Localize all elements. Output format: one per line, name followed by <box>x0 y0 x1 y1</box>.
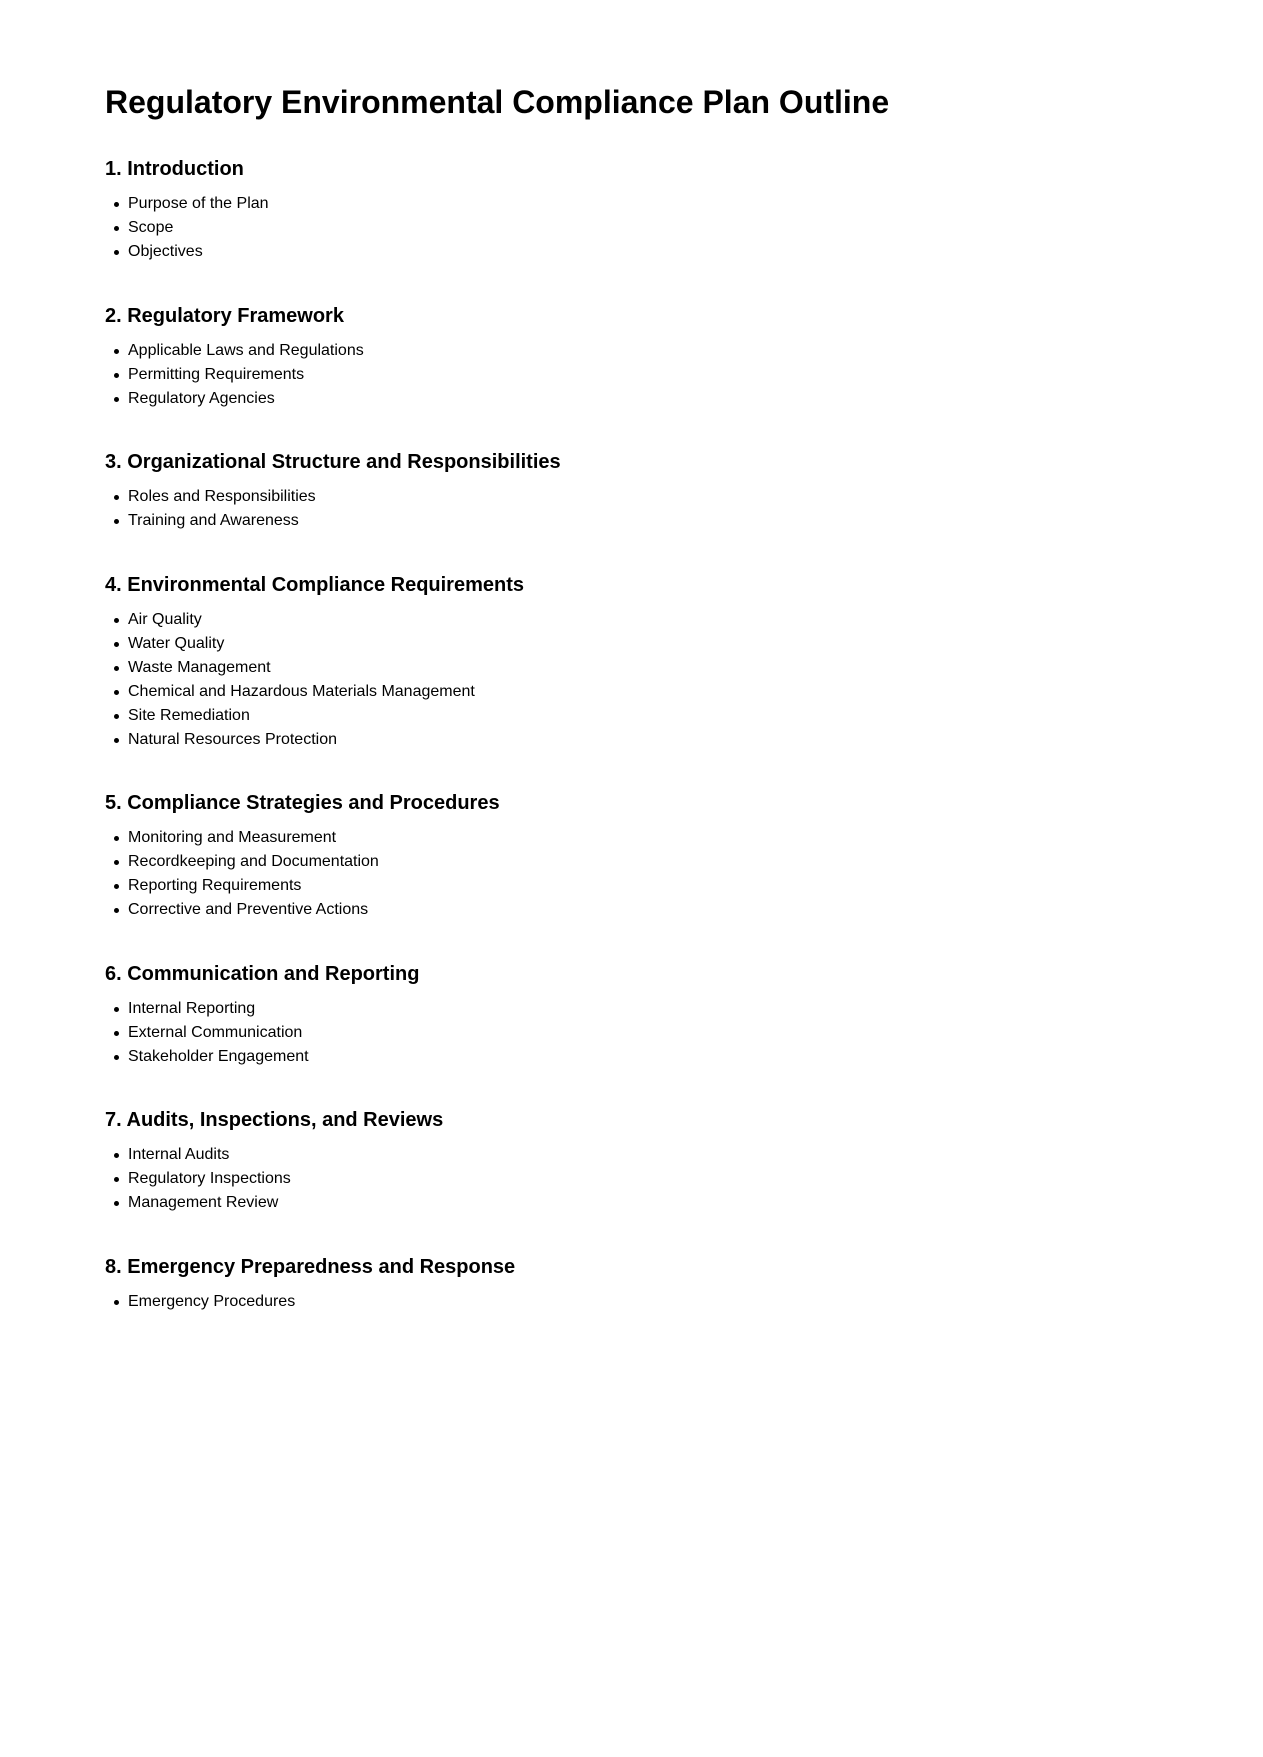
bullet-icon <box>114 666 119 671</box>
list-item <box>128 485 1263 509</box>
section-heading: 2. Regulatory Framework <box>105 304 344 327</box>
list-item-text: Regulatory Agencies <box>128 389 275 407</box>
list-item <box>128 1021 1263 1045</box>
list-item-text: Air Quality <box>128 610 202 628</box>
section-emergency-preparedness <box>105 1255 1263 1314</box>
list-item-text: Water Quality <box>128 634 225 652</box>
section-compliance-strategies <box>105 791 1263 922</box>
list-item <box>128 363 1263 387</box>
section-heading: 8. Emergency Preparedness and Response <box>105 1255 516 1278</box>
bullet-icon <box>114 884 119 889</box>
list-item <box>128 826 1263 850</box>
list-item <box>128 850 1263 874</box>
bullet-icon <box>114 349 119 354</box>
list-item <box>128 997 1263 1021</box>
list-item-text: Corrective and Preventive Actions <box>128 901 369 918</box>
section-list <box>105 826 1263 922</box>
list-item-text: Roles and Responsibilities <box>128 488 316 505</box>
bullet-icon <box>114 908 119 913</box>
list-item-text: Regulatory Inspections <box>128 1170 291 1187</box>
list-item <box>128 898 1263 922</box>
page-title: Regulatory Environmental Compliance Plan Outline <box>105 84 890 120</box>
section-list <box>105 485 1263 533</box>
list-item-text: Waste Management <box>128 658 271 676</box>
bullet-icon <box>114 1201 119 1206</box>
list-item <box>128 387 1263 411</box>
list-item-text: Stakeholder Engagement <box>128 1047 309 1065</box>
section-organizational-structure <box>105 450 1263 533</box>
list-item-text: Objectives <box>128 243 203 260</box>
list-item <box>128 192 1263 216</box>
bullet-icon <box>114 373 119 378</box>
bullet-icon <box>114 642 119 647</box>
bullet-icon <box>114 690 119 695</box>
list-item <box>128 240 1263 264</box>
section-audits-inspections <box>105 1108 1263 1215</box>
section-list <box>105 608 1263 752</box>
section-heading: 6. Communication and Reporting <box>105 962 420 985</box>
list-item <box>128 656 1263 680</box>
section-heading: 7. Audits, Inspections, and Reviews <box>105 1109 444 1131</box>
list-item-text: Management Review <box>128 1194 279 1211</box>
list-item <box>128 1045 1263 1069</box>
bullet-icon <box>114 1055 119 1060</box>
list-item <box>128 216 1263 240</box>
section-heading: 3. Organizational Structure and Responsibilities <box>105 451 561 473</box>
list-item <box>128 1167 1263 1191</box>
section-list <box>105 192 1263 264</box>
section-communication-reporting <box>105 962 1263 1069</box>
bullet-icon <box>114 860 119 865</box>
bullet-icon <box>114 618 119 623</box>
list-item <box>128 1143 1263 1167</box>
list-item-text: Internal Audits <box>128 1146 230 1163</box>
section-list <box>105 1143 1263 1215</box>
list-item-text: Monitoring and Measurement <box>128 829 337 846</box>
list-item-text: Recordkeeping and Documentation <box>128 853 379 870</box>
list-item <box>128 704 1263 728</box>
section-regulatory-framework <box>105 304 1263 411</box>
list-item <box>128 1191 1263 1215</box>
bullet-icon <box>114 1153 119 1158</box>
bullet-icon <box>114 1031 119 1036</box>
bullet-icon <box>114 250 119 255</box>
bullet-icon <box>114 226 119 231</box>
bullet-icon <box>114 1007 119 1012</box>
section-list <box>105 1290 1263 1314</box>
bullet-icon <box>114 397 119 402</box>
list-item-text: Natural Resources Protection <box>128 730 337 748</box>
bullet-icon <box>114 738 119 743</box>
list-item <box>128 1290 1263 1314</box>
list-item <box>128 632 1263 656</box>
section-list <box>105 997 1263 1069</box>
bullet-icon <box>114 714 119 719</box>
list-item-text: Internal Reporting <box>128 999 256 1017</box>
list-item-text: Purpose of the Plan <box>128 195 269 212</box>
bullet-icon <box>114 836 119 841</box>
section-heading: 4. Environmental Compliance Requirements <box>105 573 524 596</box>
bullet-icon <box>114 519 119 524</box>
list-item-text: Chemical and Hazardous Materials Management <box>128 682 475 700</box>
list-item-text: Emergency Procedures <box>128 1292 296 1310</box>
list-item-text: External Communication <box>128 1023 303 1041</box>
list-item <box>128 728 1263 752</box>
list-item-text: Site Remediation <box>128 706 250 724</box>
bullet-icon <box>114 495 119 500</box>
list-item-text: Permitting Requirements <box>128 365 305 383</box>
list-item-text: Scope <box>128 219 174 236</box>
section-heading: 1. Introduction <box>105 158 244 180</box>
section-heading: 5. Compliance Strategies and Procedures <box>105 792 500 814</box>
list-item <box>128 509 1263 533</box>
list-item <box>128 339 1263 363</box>
list-item-text: Training and Awareness <box>128 512 299 529</box>
list-item <box>128 680 1263 704</box>
list-item <box>128 874 1263 898</box>
list-item-text: Applicable Laws and Regulations <box>128 341 364 359</box>
section-environmental-compliance-requirements <box>105 573 1263 752</box>
bullet-icon <box>114 1300 119 1305</box>
bullet-icon <box>114 1177 119 1182</box>
section-list <box>105 339 1263 411</box>
list-item-text: Reporting Requirements <box>128 877 302 894</box>
section-introduction <box>105 157 1263 264</box>
bullet-icon <box>114 202 119 207</box>
list-item <box>128 608 1263 632</box>
